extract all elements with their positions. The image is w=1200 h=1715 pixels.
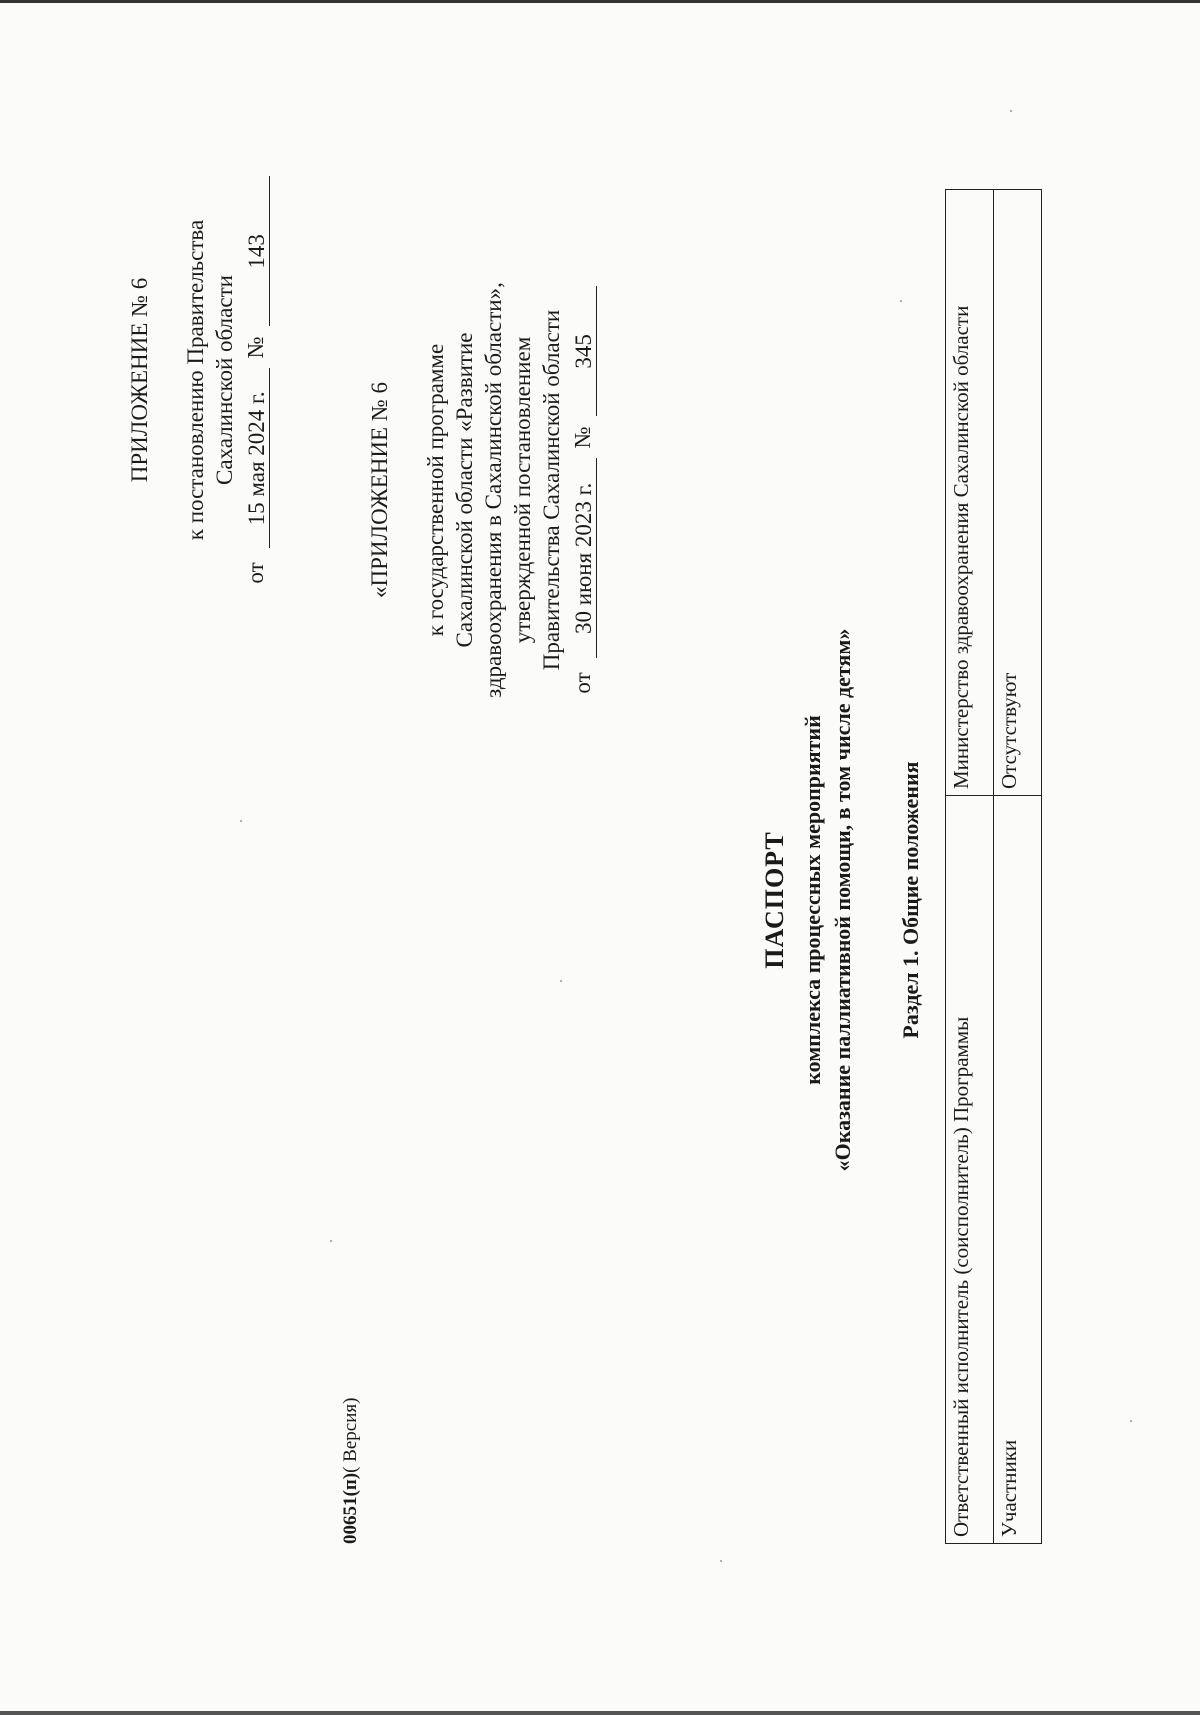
general-provisions-table (945, 189, 1042, 1544)
table-cell-value: Министерство здравоохранения Сахалинской области (946, 190, 994, 796)
appendix-current-heading: ПРИЛОЖЕНИЕ № 6 (127, 277, 152, 483)
appendix-current-date-row (241, 130, 270, 630)
appendix-current-date: 15 мая 2024 г. (244, 368, 270, 548)
appendix-original-line: здравоохранения в Сахалинской области», (481, 282, 506, 698)
appendix-current-line: к постановлению Правительства (183, 219, 208, 541)
table-row (994, 190, 1042, 1544)
appendix-original-line: утвержденной постановлением (510, 336, 535, 644)
footer-version-code (340, 1398, 362, 1544)
table-cell-value: Отсутствуют (994, 190, 1042, 796)
appendix-original-number: 345 (571, 286, 597, 416)
rotated-document-page (60, 100, 1070, 1640)
appendix-original-line: к государственной программе (423, 343, 448, 637)
appendix-original-date-row (568, 220, 597, 760)
appendix-current-number-sign: № (243, 336, 268, 359)
appendix-original-heading: «ПРИЛОЖЕНИЕ № 6 (367, 381, 392, 599)
scan-edge-bottom (0, 1711, 1200, 1715)
appendix-original-ot: от (570, 672, 595, 694)
table-row (946, 190, 994, 1544)
appendix-current (125, 130, 270, 630)
appendix-original-line: Правительства Сахалинской области (539, 309, 564, 671)
appendix-original-number-sign: № (570, 426, 595, 449)
footer-code-rest: ( Версия) (340, 1397, 361, 1473)
title-line-2: комплекса процессных мероприятий (800, 715, 825, 1085)
passport-title: ПАСПОРТ (760, 831, 789, 969)
title-line-3: «Оказание паллиативной помощи, в том числе детям» (830, 628, 855, 1172)
scan-edge-top (0, 0, 1200, 3)
table-cell-label: Участники (994, 796, 1042, 1544)
appendix-current-number: 143 (244, 176, 270, 326)
appendix-original-line: Сахалинской области «Развитие (452, 332, 477, 648)
appendix-original (365, 220, 597, 760)
appendix-current-ot: от (243, 562, 268, 584)
footer-code-bold: 00651(п) (340, 1472, 361, 1544)
document-title (760, 520, 858, 1280)
scan-speck (1130, 1420, 1132, 1422)
section-title: Раздел 1. Общие положения (898, 761, 923, 1039)
table-cell-label: Ответственный исполнитель (соисполнитель) Программы (946, 796, 994, 1544)
appendix-current-line: Сахалинской области (212, 275, 237, 485)
appendix-original-date: 30 июня 2023 г. (571, 458, 597, 658)
